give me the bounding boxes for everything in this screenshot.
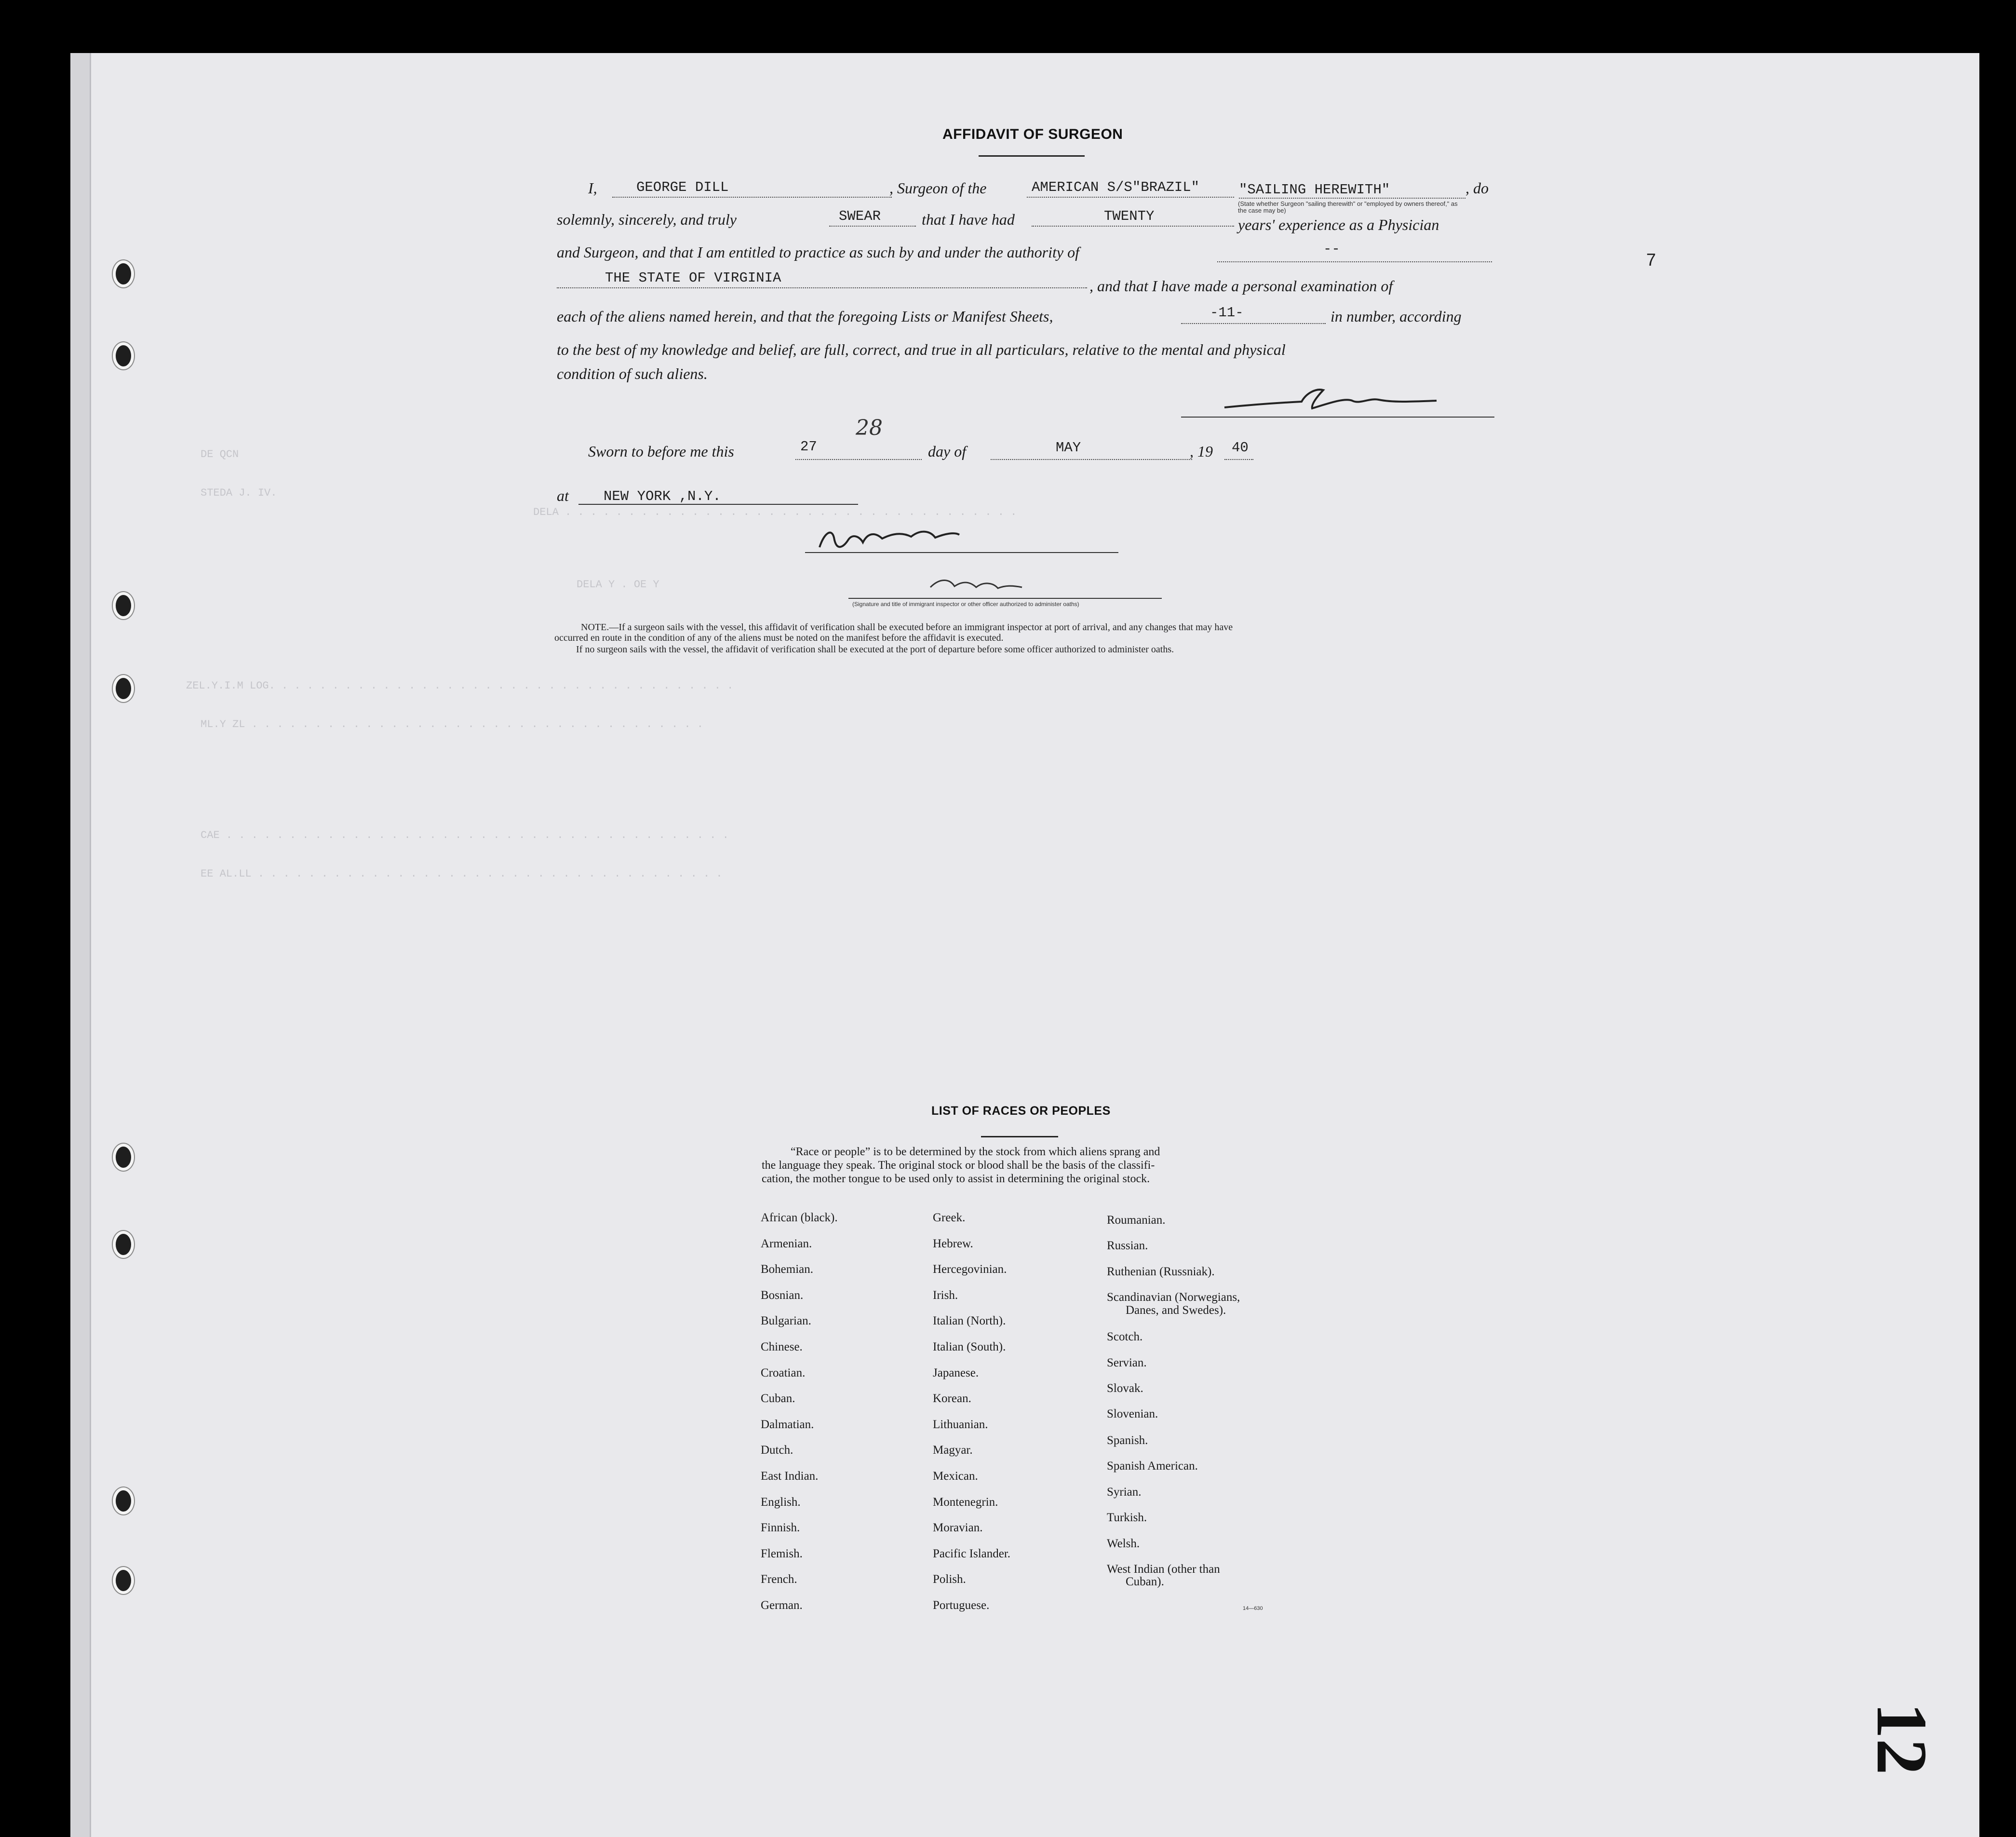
text-19: , 19 (1190, 443, 1213, 460)
race-item: Italian (North). (933, 1314, 1006, 1327)
race-item: Polish. (933, 1573, 966, 1586)
race-item: Danes, and Swedes). (1126, 1304, 1226, 1317)
sworn-location: NEW YORK ,N.Y. (604, 488, 721, 504)
sworn-month: MAY (1056, 440, 1081, 456)
inspector-title-handwritten (926, 573, 1032, 596)
race-item: Finnish. (761, 1521, 800, 1534)
race-item: Syrian. (1107, 1486, 1142, 1499)
bleed-through-text: CAE . . . . . . . . . . . . . . . . . . . . . . . . . . . . . . . . . . . . . . . . (201, 829, 729, 841)
race-item: Pacific Islander. (933, 1547, 1011, 1560)
text-sworn-before: Sworn to before me this (588, 443, 734, 460)
race-item: Japanese. (933, 1366, 979, 1379)
race-item: Turkish. (1107, 1511, 1147, 1524)
race-item: Flemish. (761, 1547, 803, 1560)
bleed-through-text: DELA . . . . . . . . . . . . . . . . . . . . . . . . . . . . . . . . . . . . (533, 506, 1017, 518)
race-item: Dalmatian. (761, 1418, 814, 1431)
race-item: Hercegovinian. (933, 1263, 1007, 1276)
race-item: Irish. (933, 1289, 958, 1302)
race-item: Greek. (933, 1211, 966, 1224)
binding-strip (70, 53, 91, 1837)
race-item: German. (761, 1599, 803, 1612)
title-underline (979, 155, 1085, 157)
text-personal-examination: , and that I have made a personal examination of (1089, 277, 1393, 295)
text-day-of: day of (928, 443, 967, 460)
bleed-through-text: EE AL.LL . . . . . . . . . . . . . . . . . . . . . . . . . . . . . . . . . . . . . (201, 868, 723, 880)
race-item: West Indian (other than (1107, 1563, 1220, 1576)
note-line-3: If no surgeon sails with the vessel, the affidavit of verification shall be executed at the port of departure before some officer authorized to administer oaths. (576, 644, 1174, 655)
location-line (578, 504, 858, 505)
race-item: Scandinavian (Norwegians, (1107, 1291, 1240, 1304)
race-item: Lithuanian. (933, 1418, 988, 1431)
sheet-count: -11- (1210, 305, 1244, 321)
race-item: Slovak. (1107, 1382, 1143, 1395)
years-experience: TWENTY (1104, 208, 1155, 224)
race-item: Bohemian. (761, 1263, 814, 1276)
affidavit-title: AFFIDAVIT OF SURGEON (942, 126, 1123, 142)
punch-hole (113, 342, 134, 369)
text-solemnly: solemnly, sincerely, and truly (557, 211, 737, 228)
race-item: Russian. (1107, 1239, 1148, 1252)
sworn-day: 27 (800, 439, 817, 455)
note-line-2: occurred en route in the condition of any of the aliens must be noted on the manifest before the affidavit is executed. (554, 633, 1004, 643)
sailing-status: "SAILING HEREWITH" (1239, 182, 1390, 198)
authority-dash: -- (1323, 241, 1340, 257)
bleed-through-text: STEDA J. IV. (201, 487, 277, 499)
race-item: Montenegrin. (933, 1496, 998, 1509)
race-item: Slovenian. (1107, 1407, 1158, 1420)
sailing-instruction: (State whether Surgeon "sailing therewith" or "employed by owners thereof," as the case may be) (1238, 200, 1458, 214)
years-line (1032, 226, 1234, 227)
sworn-year: 40 (1232, 440, 1249, 456)
vessel-name: AMERICAN S/S"BRAZIL" (1032, 179, 1200, 195)
oath-line (829, 226, 916, 227)
race-item: French. (761, 1573, 797, 1586)
text-at: at (557, 487, 569, 504)
race-item: Croatian. (761, 1366, 806, 1379)
race-item: Ruthenian (Russniak). (1107, 1265, 1215, 1278)
race-item: African (black). (761, 1211, 838, 1224)
bleed-through-text: ML.Y ZL . . . . . . . . . . . . . . . . . . . . . . . . . . . . . . . . . . . . (201, 718, 703, 730)
punch-hole (113, 1144, 134, 1171)
page-number: 12 (1862, 1702, 1942, 1775)
race-item: Italian (South). (933, 1340, 1006, 1353)
sailing-line (1239, 198, 1465, 199)
race-item: Bosnian. (761, 1289, 804, 1302)
text-surgeon-of: , Surgeon of the (889, 179, 987, 197)
punch-hole (113, 675, 134, 702)
surgeon-name: GEORGE DILL (636, 179, 729, 195)
race-item: Welsh. (1107, 1537, 1140, 1550)
inspector-title-line (848, 598, 1162, 599)
race-item: Korean. (933, 1392, 971, 1405)
sworn-month-line (991, 459, 1192, 460)
race-item: Cuban. (761, 1392, 795, 1405)
races-title: LIST OF RACES OR PEOPLES (931, 1104, 1111, 1118)
authority-line-2 (557, 287, 1087, 288)
race-item: Cuban). (1126, 1575, 1164, 1588)
race-item: Portuguese. (933, 1599, 990, 1612)
form-number: 14—630 (1243, 1606, 1263, 1611)
race-item: Moravian. (933, 1521, 983, 1534)
races-intro-3: cation, the mother tongue to be used only to assist in determining the original stock. (762, 1173, 1150, 1185)
oath-word: SWEAR (839, 208, 881, 224)
race-item: Magyar. (933, 1444, 973, 1457)
authority-line-1 (1217, 261, 1492, 262)
race-item: Armenian. (761, 1237, 812, 1250)
races-intro-1: “Race or people” is to be determined by the stock from which aliens sprang and (791, 1146, 1160, 1158)
vessel-line (1027, 197, 1234, 198)
surgeon-signature (1186, 383, 1499, 417)
punch-hole (113, 260, 134, 287)
text-condition: condition of such aliens. (557, 365, 708, 382)
punch-hole (113, 1231, 134, 1258)
race-item: Dutch. (761, 1444, 793, 1457)
bleed-through-text: DE QCN (201, 448, 239, 460)
text-and-surgeon: and Surgeon, and that I am entitled to practice as such by and under the authority of (557, 243, 1079, 261)
race-item: Bulgarian. (761, 1314, 811, 1327)
races-title-underline (981, 1136, 1058, 1137)
text-in-number: in number, according (1331, 308, 1462, 325)
sheets-line (1181, 323, 1326, 324)
inspector-signature-line (805, 552, 1118, 553)
signature-caption: (Signature and title of immigrant inspector or other officer authorized to administer oaths) (852, 601, 1079, 608)
race-item: Scotch. (1107, 1330, 1143, 1343)
sworn-year-line (1224, 459, 1253, 460)
race-item: Mexican. (933, 1470, 978, 1483)
surgeon-signature-line (1181, 417, 1494, 418)
authority-name: THE STATE OF VIRGINIA (605, 270, 781, 286)
punch-hole (113, 1487, 134, 1514)
text-best-of-knowledge: to the best of my knowledge and belief, are full, correct, and true in all particulars, relative to the mental and physical (557, 341, 1286, 358)
sworn-day-handwritten: 28 (856, 416, 883, 440)
sworn-day-line (795, 459, 922, 460)
race-item: East Indian. (761, 1470, 819, 1483)
race-item: Spanish. (1107, 1434, 1148, 1447)
text-i-have-had: that I have had (922, 211, 1015, 228)
race-item: English. (761, 1496, 801, 1509)
note-line-1: NOTE.—If a surgeon sails with the vessel, this affidavit of verification shall be executed before an immigrant inspector at port of arrival, and any changes that may have (581, 622, 1233, 633)
punch-hole (113, 1567, 134, 1594)
race-item: Hebrew. (933, 1237, 973, 1250)
text-foregoing-lists: each of the aliens named herein, and that the foregoing Lists or Manifest Sheets, (557, 308, 1053, 325)
surgeon-name-line (612, 197, 892, 198)
text-do: , do (1465, 179, 1489, 197)
race-item: Chinese. (761, 1340, 803, 1353)
race-item: Servian. (1107, 1356, 1147, 1369)
race-item: Roumanian. (1107, 1214, 1166, 1227)
bleed-through-text: ZEL.Y.I.M LOG. . . . . . . . . . . . . . . . . . . . . . . . . . . . . . . . . . . . . (186, 680, 734, 692)
punch-hole (113, 592, 134, 619)
races-intro-2: the language they speak. The original stock or blood shall be the basis of the classifi- (762, 1159, 1155, 1172)
text-i: I, (588, 179, 597, 197)
race-item: Spanish American. (1107, 1459, 1198, 1472)
text-years-experience: years' experience as a Physician (1238, 216, 1439, 233)
bleed-through-text: DELA Y . OE Y (577, 579, 659, 591)
margin-mark: 7 (1646, 250, 1656, 270)
